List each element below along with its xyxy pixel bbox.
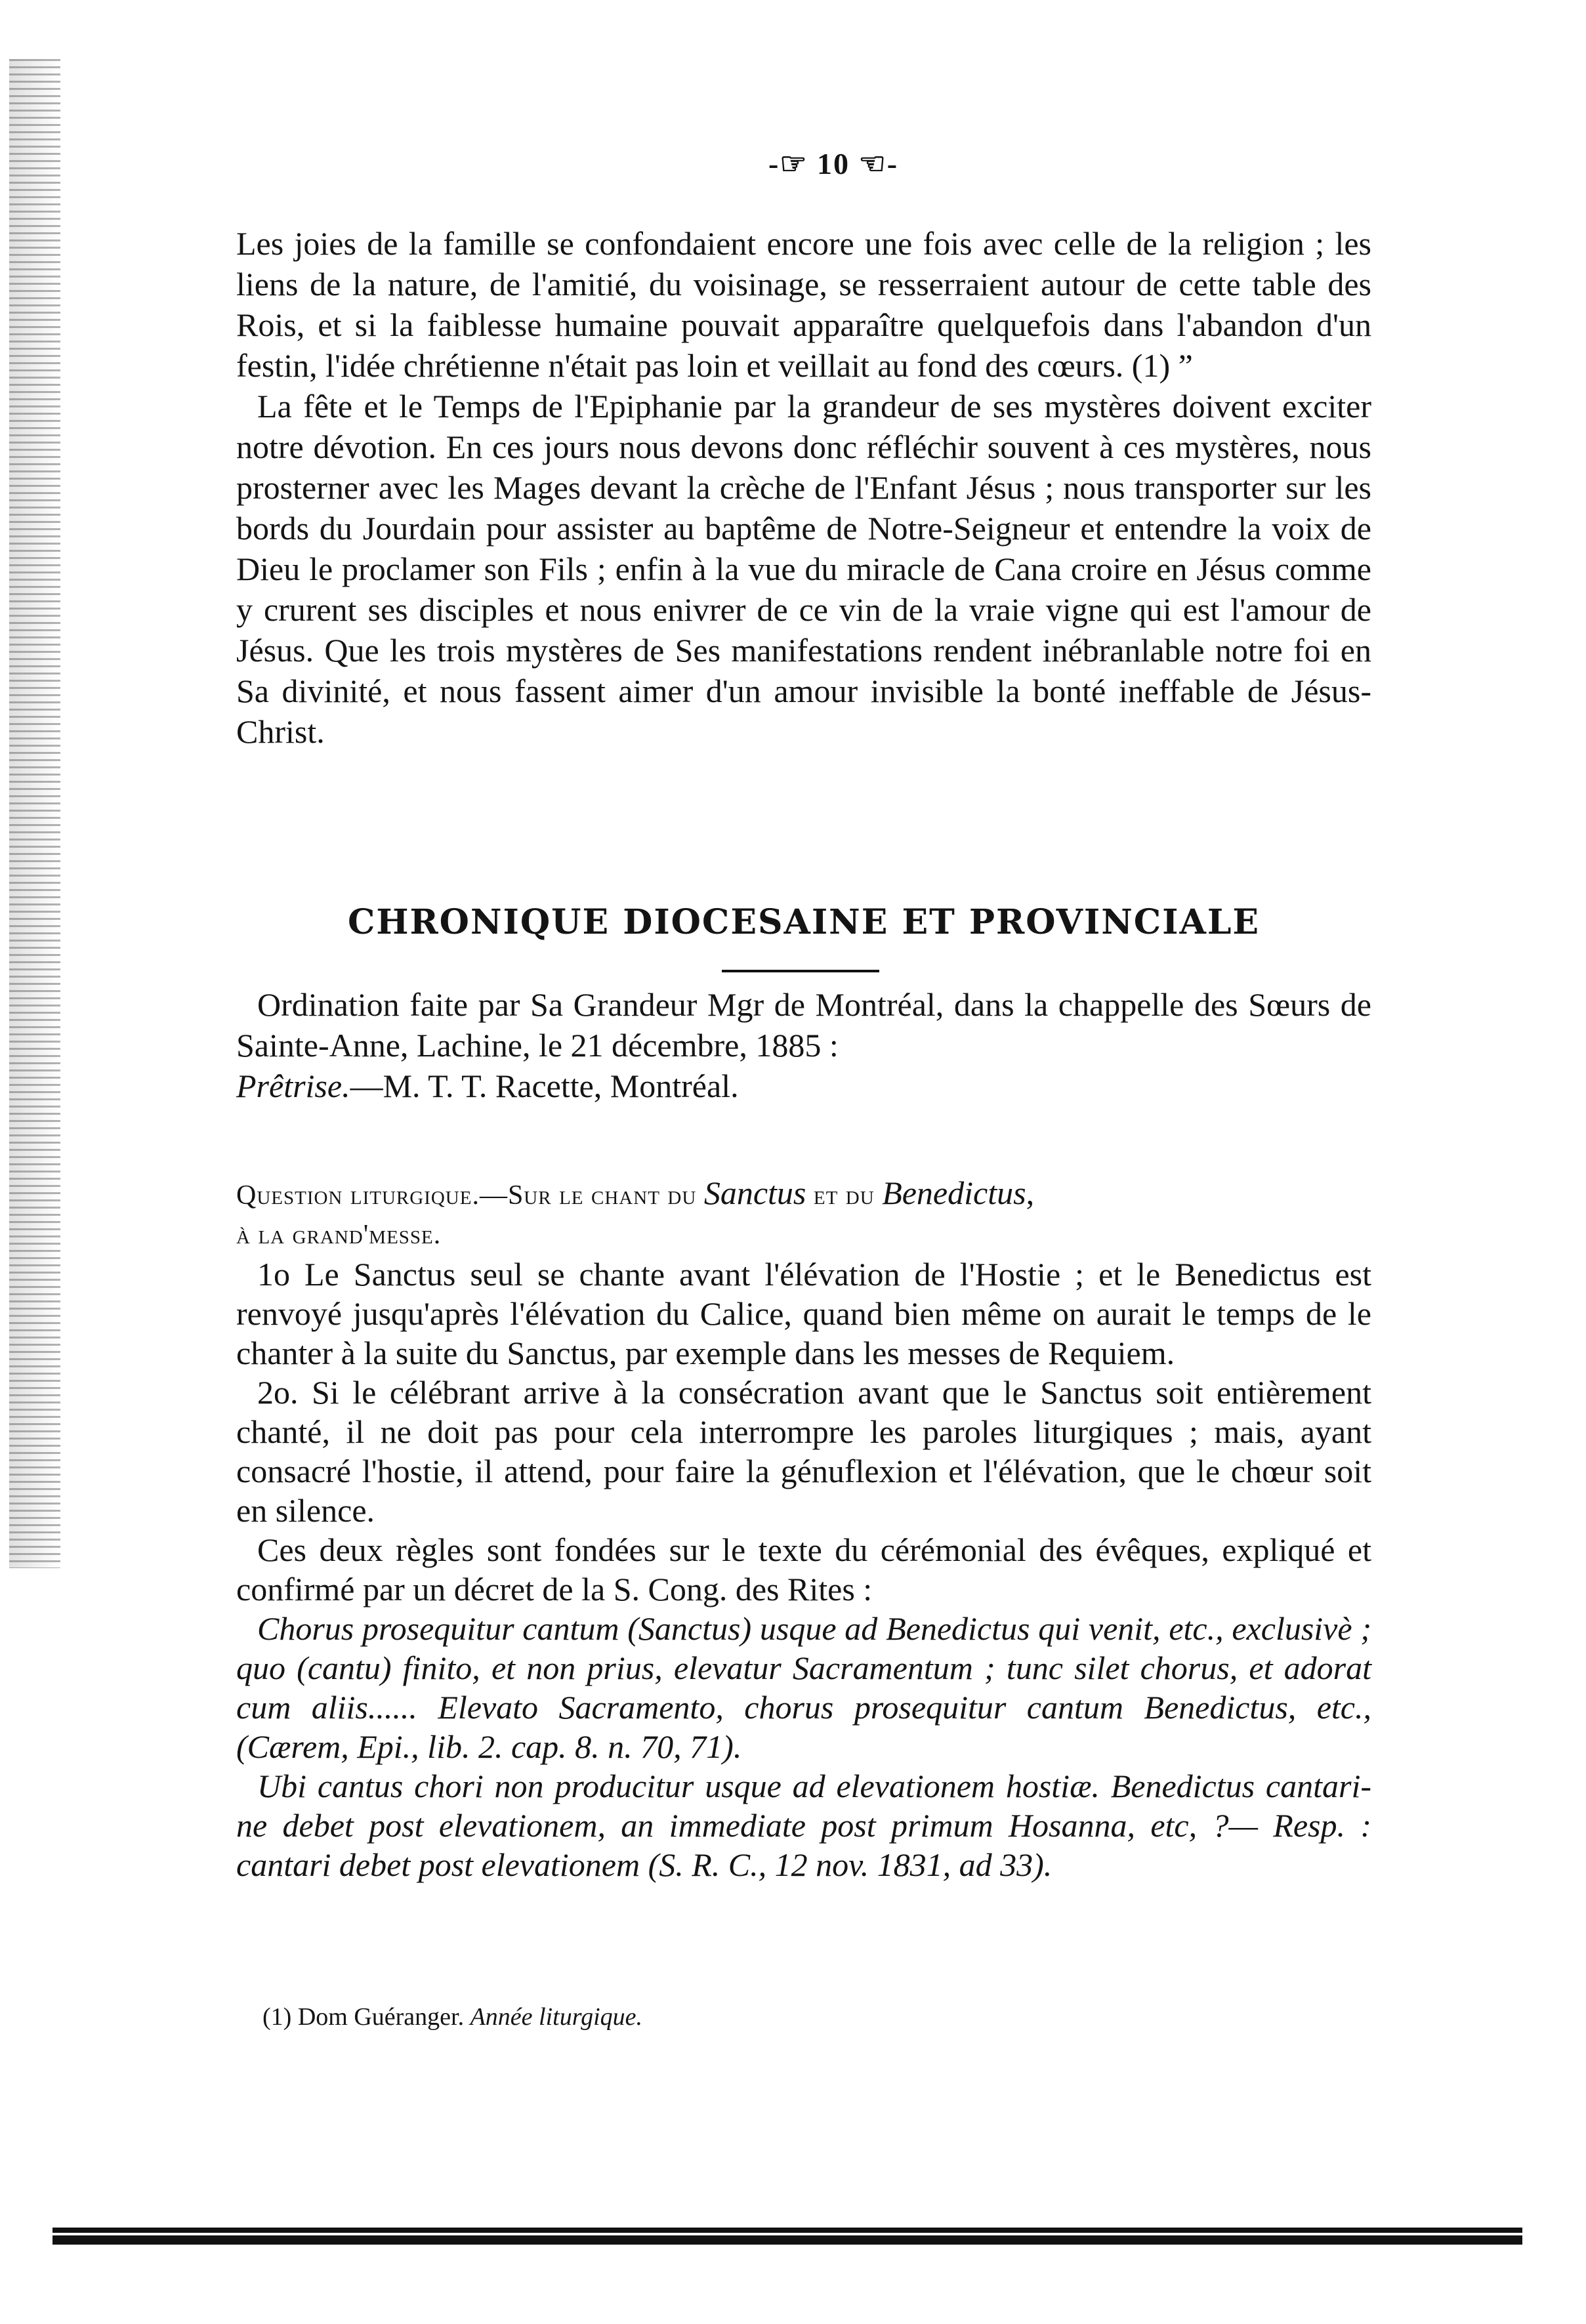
- footnote-marker: (1): [262, 2003, 292, 2031]
- footnote-title: Année liturgique.: [470, 2003, 642, 2031]
- question-heading-benedictus: Benedictus: [882, 1174, 1026, 1211]
- priest-label: Prêtrise.: [236, 1068, 350, 1104]
- page-header: [735, 146, 932, 181]
- paragraph-epiphany: La fête et le Temps de l'Epiphanie par la grandeur de ses mystères doivent exciter notre dévotion. En ces jours nous devons donc réfléchir souvent à ces mystères, nous prosterner avec les Mages devant la crèche de l'Enfant Jésus ; nous transporter sur les bords du Jourdain pour assister au baptême de Notre-Seigneur et entendre la voix de Dieu le proclamer son Fils ; enfin à la vue du miracle de Cana croire en Jésus comme y crurent ses disciples et nous enivrer de ce vin de la vraie vigne qui est l'amour de Jésus. Que les trois mystères de Ses manifestations rendent inébranlable notre foi en Sa divinité, et nous fassent aimer d'un amour invisible la bonté ineffable de Jésus-Christ.: [236, 388, 1371, 750]
- footnote: [262, 2001, 1378, 2033]
- question-heading-comma: ,: [1026, 1174, 1035, 1211]
- rule-one: 1o Le Sanctus seul se chante avant l'élévation de l'Hostie ; et le Benedictus est renvoyé jusqu'après l'élévation du Calice, quand bien même on aurait le temps de le chanter à la suite du Sanctus, par exemple dans les messes de Requiem.: [236, 1256, 1371, 1371]
- question-heading-mass: à la grand'messe.: [236, 1220, 442, 1250]
- binding-shadow: [9, 59, 60, 1568]
- rule-two: 2o. Si le célébrant arrive à la consécration avant que le Sanctus soit entièrement chanté, il ne doit pas pour cela interrompre les paroles liturgiques ; mais, ayant consacré l'hostie, il attend, pour faire la génuflexion et l'élévation, que le chœur soit en silence.: [236, 1374, 1371, 1529]
- bottom-rule: [52, 2228, 1522, 2245]
- question-heading-sanctus: Sanctus: [703, 1174, 806, 1211]
- header-ornament-right: ☜-: [858, 147, 899, 180]
- ordination-block: [236, 984, 1371, 1106]
- question-heading-and: et du: [806, 1180, 883, 1211]
- latin-quote-decree-text: Ubi cantus chori non producitur usque ad elevationem hostiæ. Benedictus cantari-ne debet post elevationem, an immediate post primum Hosanna, etc, ?— Resp. : cantari debet post elevationem (S. R. C., 12 nov. 1831, ad 33).: [236, 1768, 1371, 1883]
- title-rule: [722, 970, 879, 972]
- liturgical-question: [236, 1173, 1371, 1884]
- latin-quote-ceremonial-text: Chorus prosequitur cantum (Sanctus) usque ad Benedictus qui venit, etc., exclusivè ; quo (cantu) finito, et non prius, elevatur Sacramentum ; tunc silet chorus, et adorat cum aliis...... Elevato Sacramento, chorus prosequitur cantum Benedictus, etc., (Cærem, Epi., lib. 2. cap. 8. n. 70, 71).: [236, 1610, 1371, 1765]
- latin-quote-decree: [236, 1766, 1371, 1884]
- header-ornament-left: -☞: [768, 147, 808, 180]
- priest-name: —M. T. T. Racette, Montréal.: [350, 1068, 739, 1104]
- rule-three: Ces deux règles sont fondées sur le texte du cérémonial des évêques, expliqué et confirmé par un décret de la S. Cong. des Rites :: [236, 1531, 1371, 1608]
- paragraph-family-joys: Les joies de la famille se confondaient encore une fois avec celle de la religion ; les liens de la nature, de l'amitié, du voisinage, se resserraient autour de cette table des Rois, et si la faiblesse humaine pouvait apparaître quelquefois dans l'abandon d'un festin, l'idée chrétienne n'était pas loin et veillait au fond des cœurs. (1) ”: [236, 225, 1371, 384]
- ordination-priest: [236, 1066, 1371, 1106]
- section-title: CHRONIQUE DIOCESAINE ET PROVINCIALE: [347, 902, 1261, 942]
- question-heading: [236, 1173, 1371, 1215]
- latin-quote-ceremonial: [236, 1609, 1371, 1766]
- footnote-author: Dom Guéranger.: [297, 2003, 465, 2031]
- question-heading-label: Question liturgique.: [236, 1180, 480, 1211]
- ordination-text: Ordination faite par Sa Grandeur Mgr de Montréal, dans la chappelle des Sœurs de Sainte-Anne, Lachine, le 21 décembre, 1885 :: [236, 986, 1371, 1064]
- page-number: 10: [817, 147, 850, 180]
- question-heading-sub: —Sur le chant du: [479, 1180, 704, 1211]
- epiphany-text: [236, 223, 1371, 752]
